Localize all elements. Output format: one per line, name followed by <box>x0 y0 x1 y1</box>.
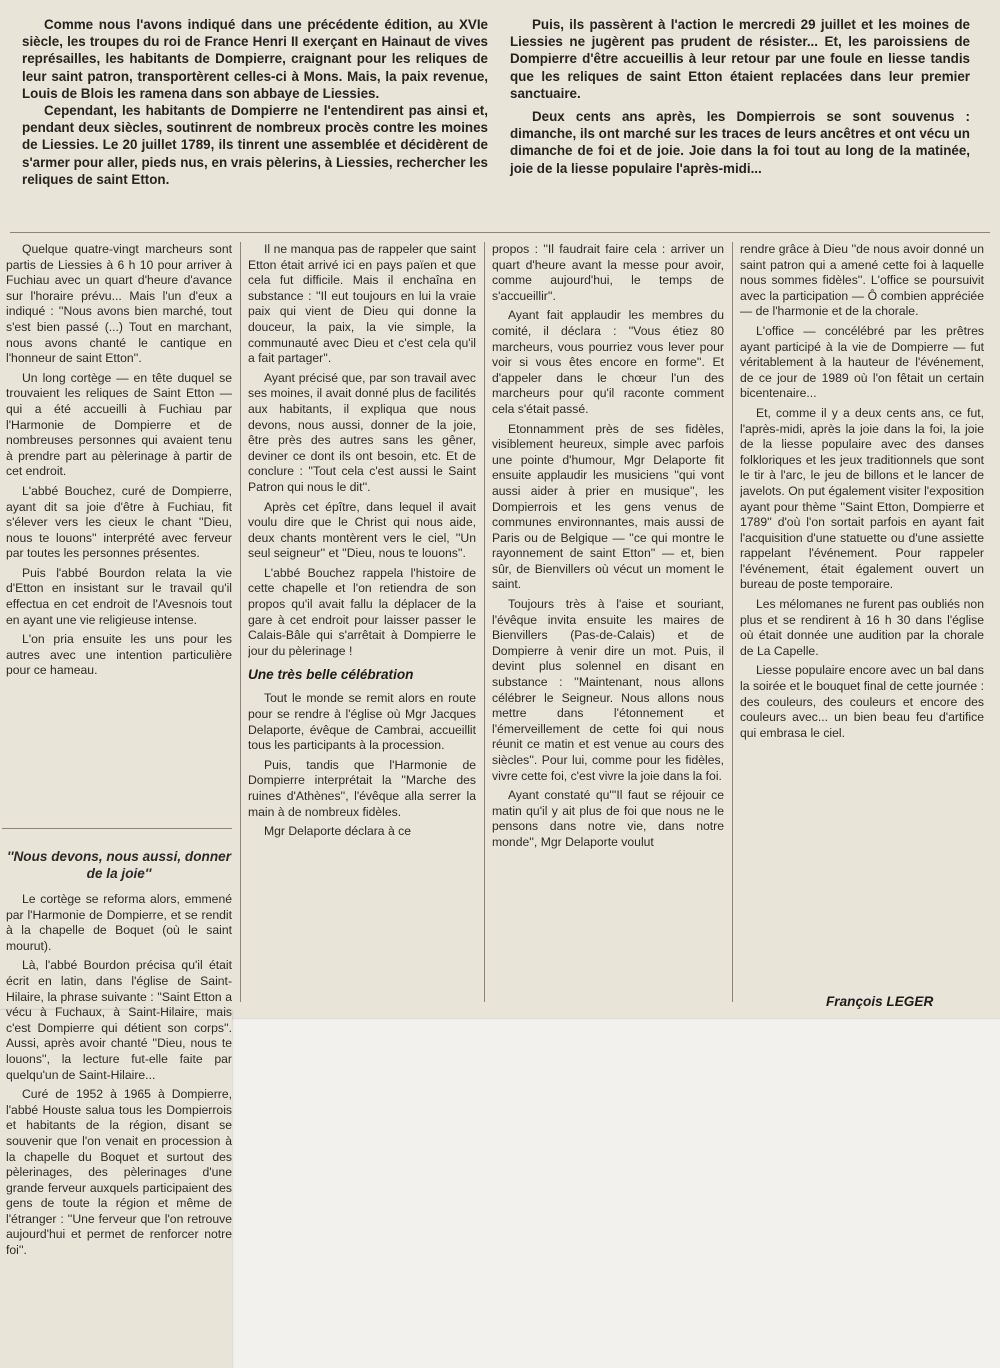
column-1 <box>6 242 232 820</box>
paragraph: L'on pria ensuite les uns pour les autres avec une intention particulière pour ce hameau. <box>6 632 232 678</box>
intro-left-paragraph: Comme nous l'avons indiqué dans une précédente édition, au XVIe siècle, les troupes du roi de France Henri II exerçant en Hainaut de vives représailles, les habitants de Dompierre, craignant pour les reliques de leur saint patron, transportèrent celles-ci à Mons. Mais, la paix revenue, Louis de Blois les ramena dans son abbaye de Liessies. <box>22 17 488 101</box>
paragraph: Toujours très à l'aise et souriant, l'évêque invita ensuite les maires de Bienvillers (Pas-de-Calais) et de Dompierre à venir dire un mot. Puis, il devint plus solennel en disant en substance : ''Maintenant, nous allons célébrer le Seigneur. Nous allons nous mettre dans l'étonnement et l'émerveillement de cette foi qui nous réunit ce matin et est venue au cours des siècles''. Pour lui, comme pour les fidèles, vivre cette foi, c'est vivre la joie dans la foi. <box>492 597 724 783</box>
intro-divider <box>10 232 990 233</box>
paragraph: Quelque quatre-vingt marcheurs sont partis de Liessies à 6 h 10 pour arriver à Fuchiau avec un quart d'heure d'avance sur l'horaire prévu... Mais l'un d'eux a indiqué : ''Nous avons bien marché, tout s'est bien passé (...) Tout en marchant, nous avons chanté le cantique en l'honneur de saint Etton''. <box>6 242 232 366</box>
paragraph: Ayant fait applaudir les membres du comité, il déclara : ''Vous étiez 80 marcheurs, vous pourriez vous lever pour voir si vous êtes encore en forme''. Et d'appeler dans le chœur l'un des marcheurs pour qu'il raconte comment cela s'était passé. <box>492 308 724 416</box>
paragraph: Mgr Delaporte déclara à ce <box>264 824 411 839</box>
box-title: ''Nous devons, nous aussi, donner de la joie'' <box>7 849 231 881</box>
box-paragraph: Le cortège se reforma alors, emmené par l'Harmonie de Dompierre, et se rendit à la chapelle de Boquet (où le saint mourut). <box>6 892 232 953</box>
column-divider-2 <box>484 242 485 1002</box>
intro-left <box>22 16 488 188</box>
box-paragraph: Curé de 1952 à 1965 à Dompierre, l'abbé Houste salua tous les Dompierrois et habitants de la région, disant se souvenir que l'on venait en procession à la chapelle du Boquet et surtout des pèlerinages, des pèlerinages d'une grande ferveur auxquels participaient des gens de toute la région et même de l'étranger : ''Une ferveur que l'on retrouve aujourd'hui et permet de renforcer notre foi''. <box>6 1087 232 1258</box>
box-article <box>6 848 232 1362</box>
paragraph: L'abbé Bouchez, curé de Dompierre, ayant dit sa joie d'être à Fuchiau, fit s'élever vers les cieux le chant ''Dieu, nous te louons'' interprété avec ferveur par toutes les personnes présentes. <box>6 483 232 561</box>
paragraph: Puis, tandis que l'Harmonie de Dompierre interprétait la ''Marche des ruines d'Athènes'', l'évêque alla serrer la main à de nombreux fidèles. <box>248 757 476 819</box>
paragraph: Tout le monde se remit alors en route pour se rendre à l'église où Mgr Jacques Delaporte, évêque de Cambrai, accueillit tous les participants à la procession. <box>248 691 476 753</box>
paragraph: Ayant précisé que, par son travail avec ses moines, il avait donné plus de facilités aux habitants, il expliqua que nous devons, nous aussi, donner de la joie, être près des autres sans les gêner, deviner ce dont ils ont besoin, etc. Et de conclure : ''Tout cela c'est aussi le Saint Patron qui nous le dit''. <box>248 370 476 494</box>
intro-right-paragraph: Deux cents ans après, les Dompierrois se sont souvenus : dimanche, ils ont marché sur les traces de leurs ancêtres et ont vécu un dimanche de foi et de joie. Joie dans la foi tout au long de la matinée, joie de la liesse populaire l'après-midi... <box>510 109 970 176</box>
box-top-border <box>2 828 232 829</box>
column-3 <box>492 242 724 1010</box>
author-signature: François LEGER <box>826 994 934 1009</box>
paragraph: Il ne manqua pas de rappeler que saint Etton était arrivé ici en pays païen et que cela fut difficile. Mais il enchaîna en substance : ''Il eut toujours en lui la vraie paix qui vient de Dieu qui donne la douceur, la paix, la vie simple, la communauté avec Dieu et c'est cela qu'il a fait partager''. <box>248 242 476 366</box>
paragraph: Les mélomanes ne furent pas oubliés non plus et se rendirent à 16 h 30 dans l'église où était donnée une audition par la chorale de La Capelle. <box>740 597 984 658</box>
intro-right <box>510 16 970 177</box>
column-2 <box>248 242 476 1010</box>
paragraph: Et, comme il y a deux cents ans, ce fut, l'après-midi, après la joie dans la foi, la joie de la liesse populaire avec des danses folkloriques et les jeux traditionnels que sont le tir à l'arc, le jeu de billons et le lancer de javelots. On put également visiter l'exposition ayant pour thème ''Saint Etton, Dompierre et 1789'' d'où l'on sortait parfois en ayant fait l'acquisition d'une statuette ou d'une assiette rappelant l'événement. Pour rappeler l'événement, était également ouvert un bureau de poste temporaire. <box>740 405 984 592</box>
paragraph: Puis l'abbé Bourdon relata la vie d'Etton en insistant sur le travail qu'il effectua en cet endroit de l'Avesnois tout en ayant une vie religieuse intense. <box>6 565 232 627</box>
paragraph: propos : ''Il faudrait faire cela : arriver un quart d'heure avant la messe pour avoir, comme aujourd'hui, le temps de s'accueillir''. <box>492 242 724 303</box>
paragraph: Liesse populaire encore avec un bal dans la soirée et le bouquet final de cette journée : des couleurs, des couleurs et encore des couleurs avec... un bien beau feu d'artifice qui embrasa le ciel. <box>740 663 984 740</box>
paragraph: Un long cortège — en tête duquel se trouvaient les reliques de Saint Etton — qui a été accueilli à Fuchiau par l'Harmonie de Dompierre et de nombreuses personnes qui avaient tenu à prendre part au pèlerinage à partir de cet endroit. <box>6 370 232 479</box>
column-4 <box>740 242 984 988</box>
intro-left-paragraph: Cependant, les habitants de Dompierre ne l'entendirent pas ainsi et, pendant deux siècles, soutinrent de nombreux procès contre les moines de Liessies. Le 20 juillet 1789, ils tinrent une assemblée et décidèrent de s'armer pour aller, pieds nus, en vrais pèlerins, à Liessies, rechercher les reliques de saint Etton. <box>22 103 488 187</box>
paragraph: Etonnamment près de ses fidèles, visiblement heureux, simple avec parfois une pointe d'humour, Mgr Delaporte fit ensuite applaudir les musiciens ''qui vont aussi aider à prier en musique'', les Dompierrois et les gens venus de communes environnantes, mais aussi de Paris ou de Belgique — ''ce qui montre le rayonnement de saint Etton'' — et, bien sûr, de Bienvillers où vécut un moment le saint. <box>492 421 724 592</box>
column-divider-1 <box>240 242 241 1002</box>
paragraph: L'office — concélébré par les prêtres ayant participé à la vie de Dompierre — fut véritablement à la hauteur de l'événement, de ce jour de 1989 où l'on fêtait un certain bicentenaire... <box>740 323 984 401</box>
section-heading: Une très belle célébration <box>248 667 414 683</box>
column-divider-3 <box>732 242 733 1002</box>
paragraph: Après cet épître, dans lequel il avait voulu dire que le Christ qui nous aide, deux chants montèrent vers le ciel, ''Un seul seigneur'' et ''Dieu, nous te louons''. <box>248 499 476 561</box>
paragraph: L'abbé Bouchez rappela l'histoire de cette chapelle et l'on retiendra de son propos qu'il avait fallu la déplacer de la gare à cet endroit pour laisser passer le Calais-Bâle qui s'arrêtait à Dompierre le jour du pèlerinage ! <box>248 565 476 658</box>
intro-right-paragraph: Puis, ils passèrent à l'action le mercredi 29 juillet et les moines de Liessies ne jugèrent pas prudent de résister... Et, les paroissiens de Dompierre d'être accueillis à leur retour par une foule en liesse tandis que les reliques de saint Etton étaient replacées dans leur premier sanctuaire. <box>510 17 970 101</box>
box-paragraph: Là, l'abbé Bourdon précisa qu'il était écrit en latin, dans l'église de Saint-Hilaire, la phrase suivante : ''Saint Etton a vécu à Fuchaux, à Saint-Hilaire, mais c'est Dompierre qui détient son corps''. Aussi, après avoir chanté ''Dieu, nous te louons'', la lecture fut-elle faite par quelqu'un de Saint-Hilaire... <box>6 958 232 1082</box>
paragraph: Ayant constaté qu'''Il faut se réjouir ce matin qu'il y ait plus de foi que nous ne le pensons dans notre vie, dans notre monde'', Mgr Delaporte voulut <box>492 788 724 849</box>
paragraph: rendre grâce à Dieu ''de nous avoir donné un saint patron qui a amené cette foi à laquelle nous sommes fidèles''. L'office se poursuivit avec la participation — Ô combien appréciée — de l'harmonie et de la chorale. <box>740 242 984 319</box>
